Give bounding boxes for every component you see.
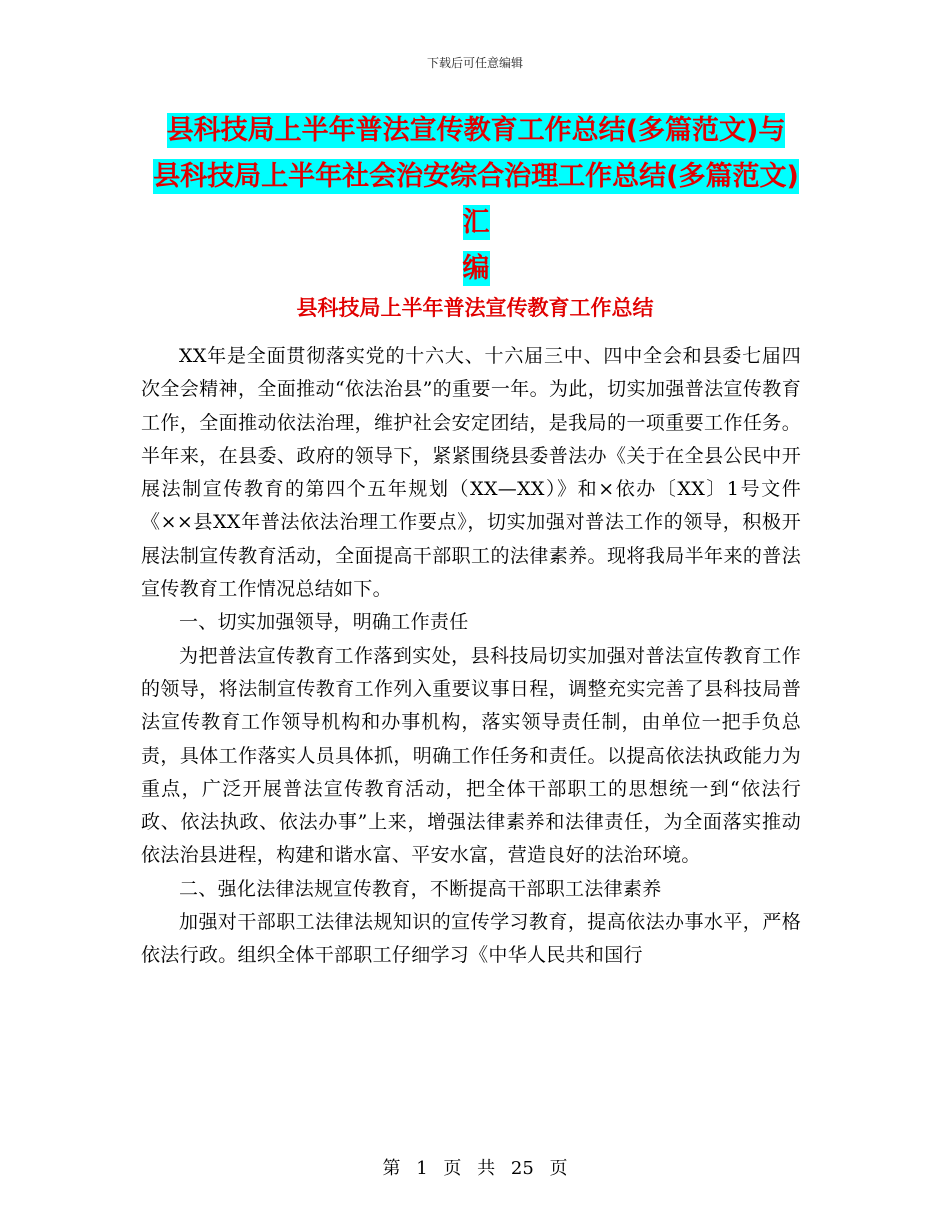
footer-ye: 页 — [443, 1158, 462, 1179]
paragraph-1: 为把普法宣传教育工作落到实处，县科技局切实加强对普法宣传教育工作的领导，将法制宣传教育工作列入重要议事日程，调整充实完善了县科技局普法宣传教育工作领导机构和办事机构，落实领导责任制，由单位一把手负总责，具体工作落实人员具体抓，明确工作任务和责任。以提高依法执政能力为重点，广泛开展普法宣传教育活动，把全体干部职工的思想统一到“依法行政、依法执政、依法办事”上来，增强法律素养和法律责任，为全面落实推动依法治县进程，构建和谐水富、平安水富，营造良好的法治环境。 — [141, 644, 801, 867]
page-footer — [0, 1154, 950, 1180]
footer-di: 第 — [382, 1158, 401, 1179]
title-line-1: 县科技局上半年普法宣传教育工作总结(多篇范文)与 — [166, 115, 786, 146]
heading-2: 二、强化法律法规宣传教育，不断提高干部职工法律素养 — [179, 877, 662, 900]
footer-gong: 共 — [477, 1158, 496, 1179]
header-note: 下载后可任意编辑 — [426, 56, 523, 70]
paragraph-intro: XX年是全面贯彻落实党的十六大、十六届三中、四中全会和县委七届四次全会精神，全面推动“依法治县”的重要一年。为此，切实加强普法宣传教育工作，全面推动依法治理，维护社会安定团结，是我局的一项重要工作任务。半年来，在县委、政府的领导下，紧紧围绕县委普法办《关于在全县公民中开展法制宣传教育的第四个五年规划（XX—XX）》和×依办〔XX〕1号文件《××县XX年普法依法治理工作要点》，切实加强对普法工作的领导，积极开展法制宣传教育活动，全面提高干部职工的法律素养。现将我局半年来的普法宣传教育工作情况总结如下。 — [141, 345, 801, 601]
body-text — [141, 340, 801, 973]
title-line-3: 编 — [462, 253, 490, 284]
document-title — [142, 108, 810, 292]
heading-1: 一、切实加强领导，明确工作责任 — [179, 611, 469, 634]
title-line-2: 县科技局上半年社会治安综合治理工作总结(多篇范文)汇 — [153, 161, 799, 238]
paragraph-2: 加强对干部职工法律法规知识的宣传学习教育，提高依法办事水平，严格依法行政。组织全体干部职工仔细学习《中华人民共和国行 — [141, 911, 801, 967]
footer-ye-2: 页 — [549, 1158, 568, 1179]
footer-total-pages: 25 — [510, 1158, 534, 1179]
section-title: 县科技局上半年普法宣传教育工作总结 — [296, 296, 654, 320]
footer-page-number: 1 — [416, 1158, 428, 1179]
